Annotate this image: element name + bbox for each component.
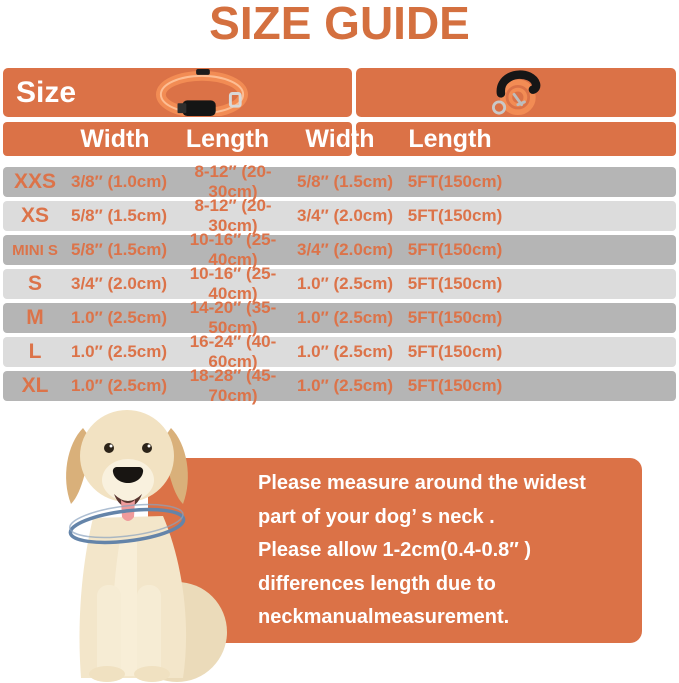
size-cell: M	[26, 306, 44, 329]
page-title: SIZE GUIDE	[209, 0, 470, 49]
collar-width-cell: 5/8″ (1.5cm)	[70, 206, 168, 225]
leash-length-cell: 5FT(150cm)	[407, 308, 503, 327]
size-cell: L	[28, 340, 42, 363]
collar-icon	[151, 69, 253, 116]
collar-length-cell: 10-16″ (25-40cm)	[189, 230, 277, 269]
leash-length-cell: 5FT(150cm)	[407, 376, 503, 395]
leash-length-cell: 5FT(150cm)	[407, 172, 503, 191]
leash-length-cell: 5FT(150cm)	[407, 274, 503, 293]
leash-width-cell: 1.0″ (2.5cm)	[296, 274, 394, 293]
leash-width-header: Width	[305, 125, 375, 153]
leash-length-cell: 5FT(150cm)	[407, 206, 503, 225]
leash-width-cell: 1.0″ (2.5cm)	[296, 308, 394, 327]
table-row-xxs	[3, 162, 676, 201]
collar-width-cell: 1.0″ (2.5cm)	[70, 342, 168, 361]
leash-length-cell: 5FT(150cm)	[407, 342, 503, 361]
leash-width-cell: 3/4″ (2.0cm)	[296, 206, 394, 225]
size-cell: XL	[21, 374, 49, 397]
collar-width-header: Width	[80, 125, 150, 153]
size-cell: XXS	[13, 170, 57, 193]
table-row-l	[3, 332, 676, 371]
table-row-xs	[3, 196, 676, 235]
table-row-s	[3, 264, 676, 303]
note-line-3: Please allow 1-2cm(0.4-0.8″ )	[258, 539, 532, 561]
collar-length-cell: 14-20″ (35-50cm)	[189, 298, 277, 337]
size-cell: S	[27, 272, 42, 295]
size-cell: XS	[20, 204, 49, 227]
leash-header-panel	[356, 68, 676, 117]
collar-width-cell: 5/8″ (1.5cm)	[70, 240, 168, 259]
leash-length-cell: 5FT(150cm)	[407, 240, 503, 259]
collar-length-cell: 8-12″ (20-30cm)	[194, 196, 272, 235]
collar-length-cell: 8-12″ (20-30cm)	[194, 162, 272, 201]
collar-width-cell: 3/4″ (2.0cm)	[70, 274, 168, 293]
leash-width-cell: 5/8″ (1.5cm)	[296, 172, 394, 191]
collar-width-cell: 1.0″ (2.5cm)	[70, 376, 168, 395]
leash-width-cell: 3/4″ (2.0cm)	[296, 240, 394, 259]
collar-header-panel	[3, 68, 352, 117]
collar-width-cell: 3/8″ (1.0cm)	[70, 172, 168, 191]
leash-width-cell: 1.0″ (2.5cm)	[296, 342, 394, 361]
size-cell: MINI S	[12, 241, 58, 259]
collar-length-cell: 10-16″ (25-40cm)	[189, 264, 277, 303]
collar-length-cell: 18-28″ (45-70cm)	[189, 366, 277, 405]
note-line-2: part of your dog’ s neck .	[258, 505, 495, 528]
size-column-header: Size	[16, 76, 77, 109]
note-line-4: differences length due to	[258, 572, 496, 595]
collar-width-cell: 1.0″ (2.5cm)	[70, 308, 168, 327]
size-table-body	[3, 162, 676, 405]
table-row-m	[3, 298, 676, 337]
dog-with-measuring-ring-image	[25, 400, 240, 683]
note-line-5: neckmanualmeasurement.	[258, 606, 510, 628]
leash-length-header: Length	[408, 125, 492, 153]
table-row-xl	[3, 366, 676, 405]
table-row-mini-s	[3, 230, 676, 269]
collar-length-cell: 16-24″ (40-60cm)	[189, 332, 277, 371]
leash-width-cell: 1.0″ (2.5cm)	[296, 376, 394, 395]
leash-icon	[468, 69, 563, 116]
collar-length-header: Length	[185, 125, 270, 153]
note-line-1: Please measure around the widest	[258, 472, 586, 494]
